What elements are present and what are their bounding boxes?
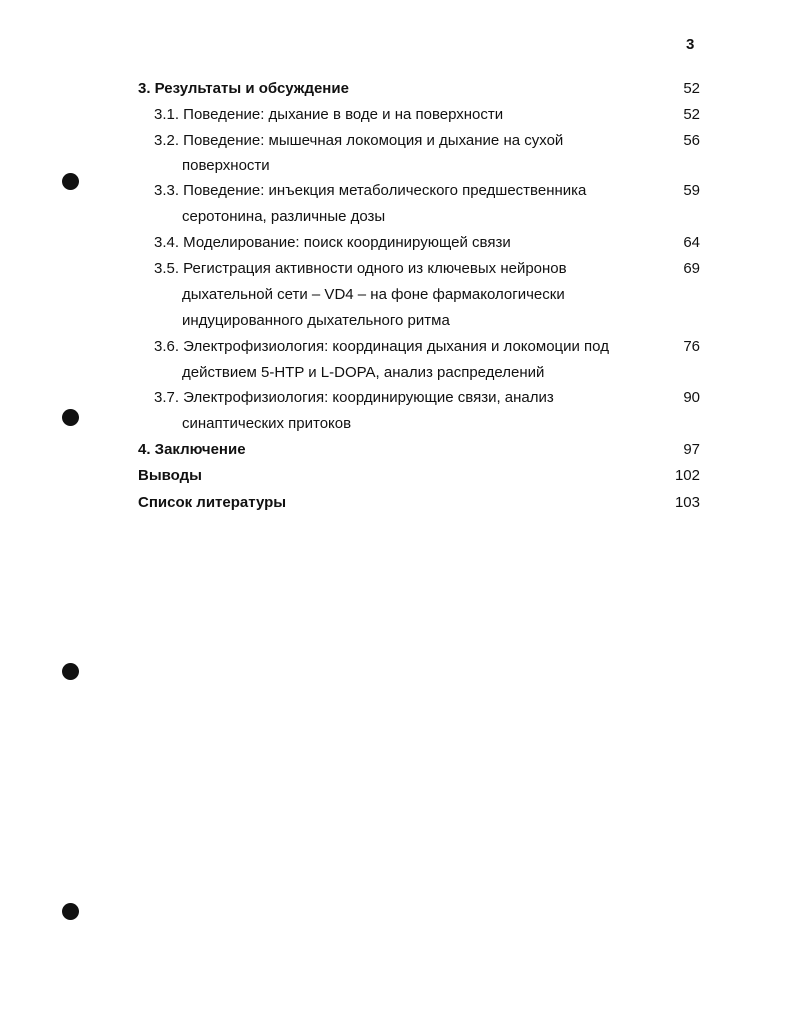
toc-section-3-5-line-3: индуцированного дыхательного ритма xyxy=(182,312,450,329)
toc-chapter-4-page: 97 xyxy=(683,441,700,458)
toc-section-3-1-page: 52 xyxy=(683,106,700,123)
toc-chapter-4-title: 4. Заключение xyxy=(138,441,246,458)
toc-section-3-3-line-1: 3.3. Поведение: инъекция метаболического предшественника xyxy=(154,182,587,199)
page-number: 3 xyxy=(686,36,695,53)
toc-section-3-2-line-1: 3.2. Поведение: мышечная локомоция и дыхание на сухой xyxy=(154,132,564,149)
toc-section-3-6-line-2: действием 5-HTP и L-DOPA, анализ распределений xyxy=(182,364,545,381)
toc-section-3-7-line-1: 3.7. Электрофизиология: координирующие связи, анализ xyxy=(154,389,554,406)
toc-chapter-3-page: 52 xyxy=(683,80,700,97)
toc-section-3-4-title: 3.4. Моделирование: поиск координирующей связи xyxy=(154,234,511,251)
toc-section-3-2-page: 56 xyxy=(683,132,700,149)
toc-section-3-1-title: 3.1. Поведение: дыхание в воде и на поверхности xyxy=(154,106,504,123)
toc-section-3-5-line-1: 3.5. Регистрация активности одного из ключевых нейронов xyxy=(154,260,567,277)
toc-conclusions-page: 102 xyxy=(674,467,700,484)
toc-conclusions-title: Выводы xyxy=(138,467,202,484)
toc-section-3-6-page: 76 xyxy=(683,338,700,355)
toc-chapter-3-title: 3. Результаты и обсуждение xyxy=(138,80,349,97)
toc-section-3-3-line-2: серотонина, различные дозы xyxy=(182,208,386,225)
toc-section-3-5-page: 69 xyxy=(683,260,700,277)
toc-section-3-3-page: 59 xyxy=(683,182,700,199)
toc-section-3-7-line-2: синаптических притоков xyxy=(182,415,352,432)
toc-section-3-2-line-2: поверхности xyxy=(182,157,270,174)
toc-section-3-4-page: 64 xyxy=(683,234,700,251)
toc-references-title: Список литературы xyxy=(138,494,287,511)
toc-section-3-5-line-2: дыхательной сети – VD4 – на фоне фармакологически xyxy=(182,286,565,303)
toc-references-page: 103 xyxy=(674,494,700,511)
toc-section-3-6-line-1: 3.6. Электрофизиология: координация дыхания и локомоции под xyxy=(154,338,609,355)
toc-section-3-7-page: 90 xyxy=(683,389,700,406)
